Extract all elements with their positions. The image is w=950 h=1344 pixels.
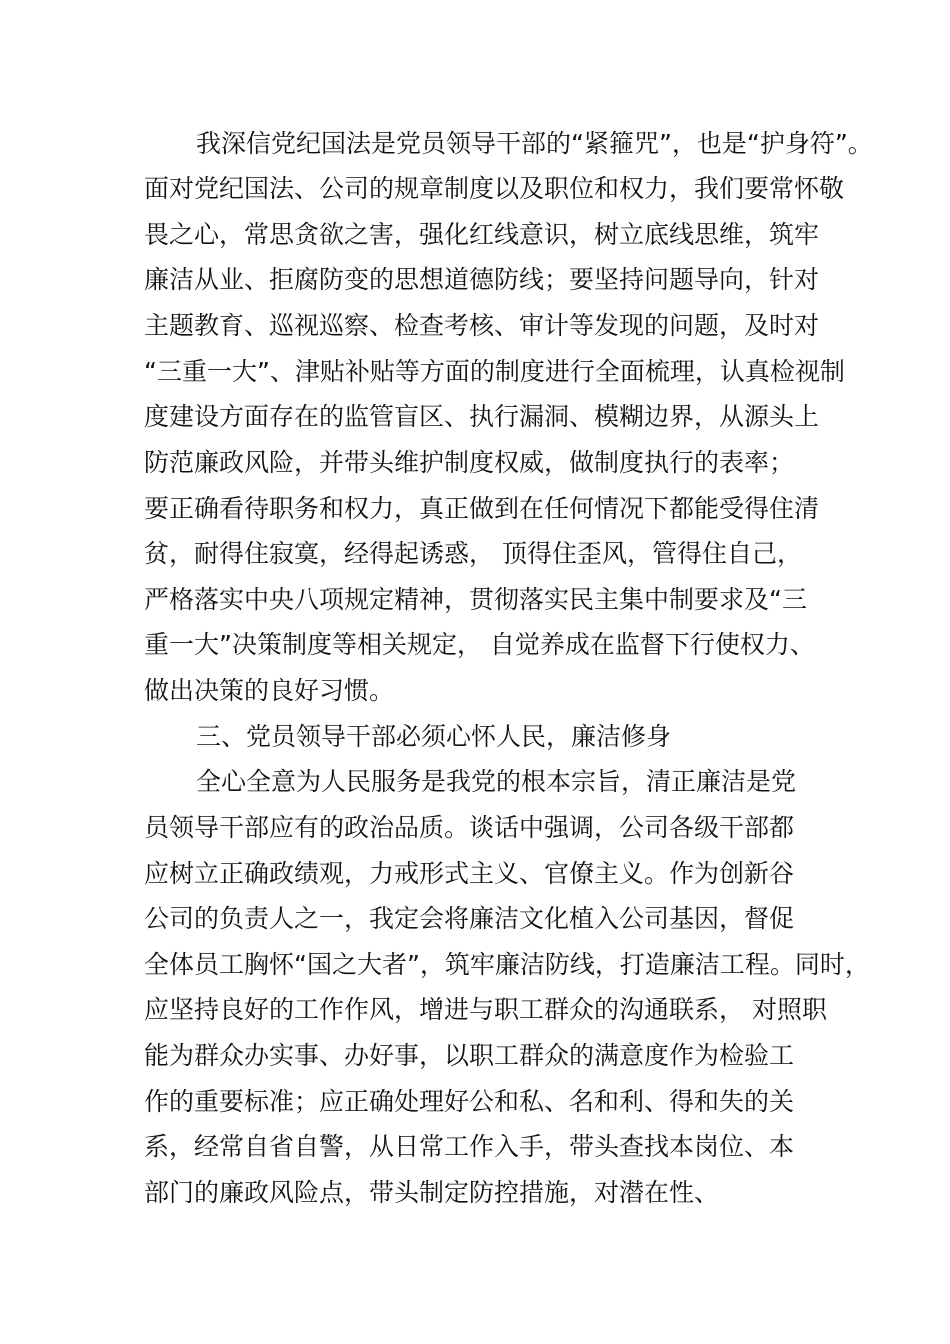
- paragraph-line: 度建设方面存在的监管盲区、执行漏洞、模糊边界，从源头上: [144, 402, 820, 431]
- paragraph-line: “三重一大”、津贴补贴等方面的制度进行全面梳理，认真检视制: [144, 357, 845, 386]
- paragraph-line: 主题教育、巡视巡察、检查考核、审计等发现的问题，及时对: [144, 311, 820, 340]
- paragraph-line: 廉洁从业、拒腐防变的思想道德防线；要坚持问题导向，针对: [144, 265, 820, 294]
- paragraph-line: 面对党纪国法、公司的规章制度以及职位和权力，我们要常怀敬: [144, 174, 845, 203]
- paragraph-line: 能为群众办实事、办好事，以职工群众的满意度作为检验工: [144, 1041, 795, 1070]
- paragraph-line: 员领导干部应有的政治品质。谈话中强调，公司各级干部都: [144, 813, 795, 842]
- paragraph-line: 畏之心，常思贪欲之害，强化红线意识，树立底线思维，筑牢: [144, 220, 820, 249]
- paragraph-line: 全体员工胸怀“国之大者”，筑牢廉洁防线，打造廉洁工程。同时，: [144, 950, 870, 979]
- paragraph-line: 防范廉政风险，并带头维护制度权威，做制度执行的表率；: [144, 448, 795, 477]
- paragraph-line: 应坚持良好的工作作风，增进与职工群众的沟通联系， 对照职: [144, 995, 827, 1024]
- section-heading: 三、党员领导干部必须心怀人民，廉洁修身: [196, 722, 672, 751]
- paragraph-line: 做出决策的良好习惯。: [144, 676, 395, 705]
- paragraph-line: 部门的廉政风险点，带头制定防控措施，对潜在性、: [144, 1178, 720, 1207]
- paragraph-line: 贫，耐得住寂寞，经得起诱惑， 顶得住歪风，管得住自己，: [144, 539, 802, 568]
- paragraph-line: 要正确看待职务和权力，真正做到在任何情况下都能受得住清: [144, 494, 820, 523]
- paragraph-line: 重一大”决策制度等相关规定， 自觉养成在监督下行使权力、: [144, 630, 815, 659]
- paragraph-line: 我深信党纪国法是党员领导干部的“紧箍咒”，也是“护身符”。: [196, 129, 873, 158]
- paragraph-line: 公司的负责人之一，我定会将廉洁文化植入公司基因，督促: [144, 904, 795, 933]
- paragraph-line: 作的重要标准；应正确处理好公和私、名和利、得和失的关: [144, 1087, 795, 1116]
- paragraph-line: 应树立正确政绩观，力戒形式主义、官僚主义。作为创新谷: [144, 859, 795, 888]
- paragraph-line: 全心全意为人民服务是我党的根本宗旨，清正廉洁是党: [196, 767, 797, 796]
- paragraph-line: 严格落实中央八项规定精神，贯彻落实民主集中制要求及“三: [144, 585, 807, 614]
- paragraph-line: 系，经常自省自警，从日常工作入手，带头查找本岗位、本: [144, 1132, 795, 1161]
